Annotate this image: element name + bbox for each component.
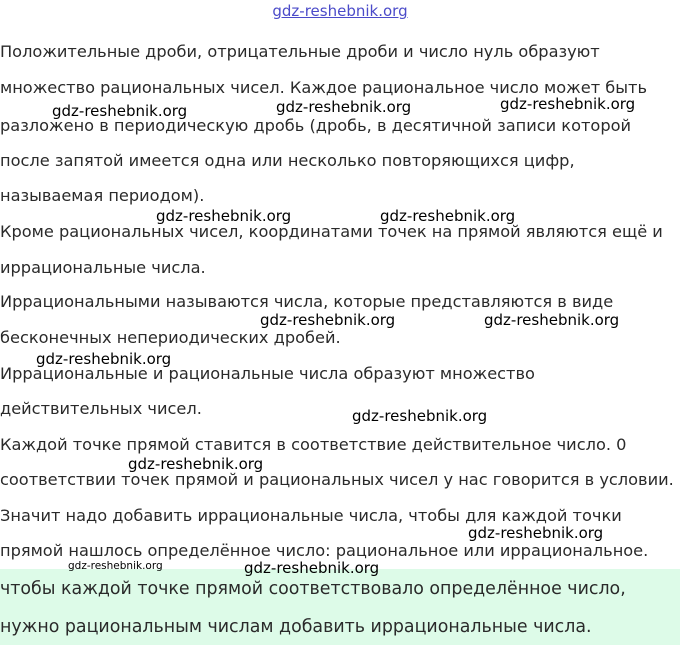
text-line: Иррациональные и рациональные числа образуют множество [0,364,535,383]
text-line: после запятой имеется одна или несколько повторяющихся цифр, [0,151,575,170]
text-line: иррациональные числа. [0,258,206,277]
site-watermark: gdz-reshebnik.org [68,560,163,572]
site-watermark: gdz-reshebnik.org [380,207,516,225]
text-line: Значит надо добавить иррациональные числа, чтобы для каждой точки [0,506,622,525]
text-line: Кроме рациональных чисел, координатами точек на прямой являются ещё и [0,222,663,241]
text-line: называемая периодом). [0,186,205,205]
text-line: Каждой точке прямой ставится в соответствие действительное число. 0 [0,435,627,454]
answer-box [0,569,680,645]
site-watermark: gdz-reshebnik.org [36,350,172,368]
text-line: прямой нашлось определённое число: рациональное или иррациональное. [0,541,649,560]
answer-line: чтобы каждой точке прямой соответствовало определённое число, [0,579,626,599]
text-line: соответствии точек прямой и рациональных чисел у нас говорится в условии. [0,470,674,489]
text-line: множество рациональных чисел. Каждое рациональное число может быть [0,78,648,97]
site-watermark: gdz-reshebnik.org [468,524,604,542]
text-line: разложено в периодическую дробь (дробь, в десятичной записи которой [0,116,632,135]
site-watermark: gdz-reshebnik.org [484,311,620,329]
site-watermark: gdz-reshebnik.org [128,455,264,473]
text-line: бесконечных непериодических дробей. [0,328,341,347]
site-watermark: gdz-reshebnik.org [52,102,188,120]
text-line: Положительные дроби, отрицательные дроби и число нуль образуют [0,42,600,61]
site-watermark: gdz-reshebnik.org [352,407,488,425]
site-watermark: gdz-reshebnik.org [260,311,396,329]
answer-line: нужно рациональным числам добавить иррациональные числа. [0,617,592,637]
text-line: Иррациональными называются числа, которые представляются в виде [0,292,614,311]
site-watermark: gdz-reshebnik.org [156,207,292,225]
header-watermark: gdz-reshebnik.org [272,2,408,20]
site-watermark: gdz-reshebnik.org [276,98,412,116]
site-watermark: gdz-reshebnik.org [244,559,380,577]
site-watermark: gdz-reshebnik.org [500,95,636,113]
text-line: действительных чисел. [0,399,202,418]
